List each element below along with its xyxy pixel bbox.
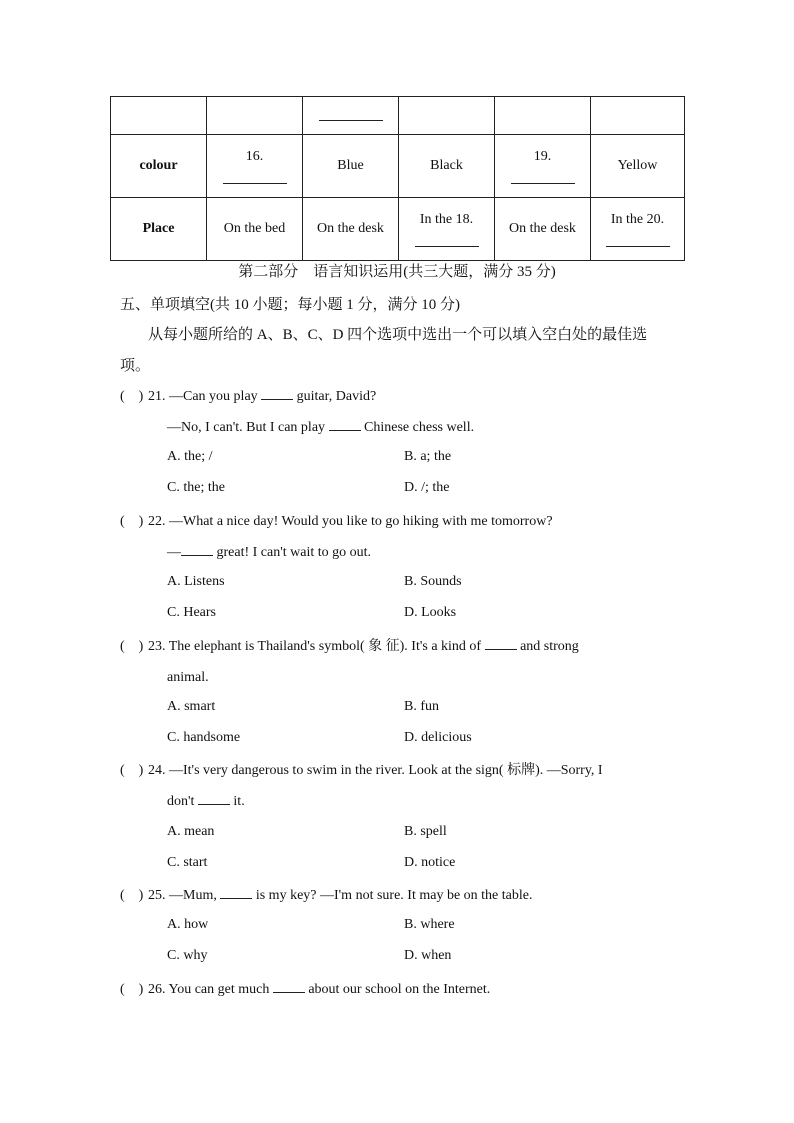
answer-bracket[interactable]: ( ) [120, 888, 144, 903]
blank-number: In the 20. [610, 211, 665, 227]
option-a[interactable]: A. the; / [167, 449, 213, 464]
table-cell [495, 97, 591, 135]
blank-number: 16. [245, 148, 264, 164]
question-stem: about our school on the Internet. [308, 982, 491, 997]
option-c[interactable]: C. why [167, 948, 208, 963]
option-b[interactable]: B. where [404, 917, 455, 932]
table-cell: Black [399, 135, 495, 198]
answer-blank [181, 543, 213, 556]
answer-blank [485, 637, 517, 650]
option-a[interactable]: A. Listens [167, 574, 225, 589]
option-a[interactable]: A. mean [167, 824, 215, 839]
option-c[interactable]: C. Hears [167, 605, 216, 620]
question-stem: 23. The elephant is Thailand's symbol( 象 征). It's a kind of [148, 639, 482, 654]
table-cell: On the desk [303, 198, 399, 261]
answer-blank [198, 792, 230, 805]
row-label-colour: colour [111, 135, 207, 198]
answer-blank [329, 418, 361, 431]
question-24-line2 [167, 792, 245, 812]
answer-blank[interactable] [606, 232, 670, 247]
answer-blank[interactable] [415, 232, 479, 247]
table-cell [495, 135, 591, 198]
option-c[interactable]: C. start [167, 855, 208, 870]
question-text: Chinese chess well. [364, 420, 475, 435]
question-stem: is my key? —I'm not sure. It may be on the table. [255, 888, 533, 903]
question-22 [120, 512, 676, 532]
answer-bracket[interactable]: ( ) [120, 389, 144, 404]
question-text: great! I can't wait to go out. [216, 545, 372, 560]
option-b[interactable]: B. a; the [404, 449, 452, 464]
part-two-title: 第二部分 语言知识运用(共三大题，满分 35 分) [238, 264, 556, 280]
blank-number: In the 18. [419, 211, 474, 227]
answer-blank[interactable] [511, 169, 575, 184]
option-d[interactable]: D. notice [404, 855, 456, 870]
question-stem: 24. —It's very dangerous to swim in the river. Look at the sign( 标牌). —Sorry, I [148, 763, 603, 778]
answer-bracket[interactable]: ( ) [120, 639, 144, 654]
question-stem: guitar, David? [296, 389, 377, 404]
table-cell: On the bed [207, 198, 303, 261]
answer-blank[interactable] [319, 119, 383, 121]
answer-blank[interactable] [223, 169, 287, 184]
option-d[interactable]: D. delicious [404, 730, 472, 745]
table-cell [303, 97, 399, 135]
option-b[interactable]: B. Sounds [404, 574, 462, 589]
table-cell: Yellow [591, 135, 685, 198]
option-d[interactable]: D. /; the [404, 480, 450, 495]
table-cell [111, 97, 207, 135]
table-cell: On the desk [495, 198, 591, 261]
question-text: — [167, 545, 181, 560]
answer-blank [273, 980, 305, 993]
row-label-place: Place [111, 198, 207, 261]
option-c[interactable]: C. handsome [167, 730, 241, 745]
table-cell [207, 97, 303, 135]
option-b[interactable]: B. spell [404, 824, 447, 839]
option-b[interactable]: B. fun [404, 699, 439, 714]
table-row [111, 135, 685, 198]
table-row [111, 97, 685, 135]
answer-bracket[interactable]: ( ) [120, 514, 144, 529]
answer-bracket[interactable]: ( ) [120, 763, 144, 778]
section-instruction: 从每小题所给的 A、B、C、D 四个选项中选出一个可以填入空白处的最佳选项。 [120, 327, 648, 374]
question-stem: and strong [520, 639, 579, 654]
question-24 [120, 761, 676, 781]
question-text: —No, I can't. But I can play [167, 420, 326, 435]
question-23-line2: animal. [167, 670, 209, 685]
info-table [110, 96, 685, 261]
table-cell [399, 198, 495, 261]
option-c[interactable]: C. the; the [167, 480, 225, 495]
question-23 [120, 637, 676, 657]
table-cell [591, 97, 685, 135]
question-22-line2 [167, 543, 371, 563]
question-26 [120, 980, 676, 1000]
table-cell [591, 198, 685, 261]
question-25 [120, 886, 676, 906]
question-stem: 25. —Mum, [148, 888, 217, 903]
question-21 [120, 387, 676, 407]
question-stem: 26. You can get much [148, 982, 270, 997]
blank-number: 19. [533, 148, 552, 164]
table-row [111, 198, 685, 261]
option-d[interactable]: D. Looks [404, 605, 457, 620]
table-cell [207, 135, 303, 198]
answer-blank [261, 387, 293, 400]
table-cell: Blue [303, 135, 399, 198]
option-a[interactable]: A. smart [167, 699, 216, 714]
question-21-line2 [167, 418, 474, 438]
option-d[interactable]: D. when [404, 948, 452, 963]
question-stem: 22. —What a nice day! Would you like to go hiking with me tomorrow? [148, 514, 553, 529]
section-five-title: 五、单项填空(共 10 小题；每小题 1 分，满分 10 分) [120, 297, 460, 313]
option-a[interactable]: A. how [167, 917, 209, 932]
answer-blank [220, 886, 252, 899]
table-cell [399, 97, 495, 135]
answer-bracket[interactable]: ( ) [120, 982, 144, 997]
question-stem: 21. —Can you play [148, 389, 258, 404]
question-text: it. [233, 794, 245, 809]
question-text: don't [167, 794, 195, 809]
